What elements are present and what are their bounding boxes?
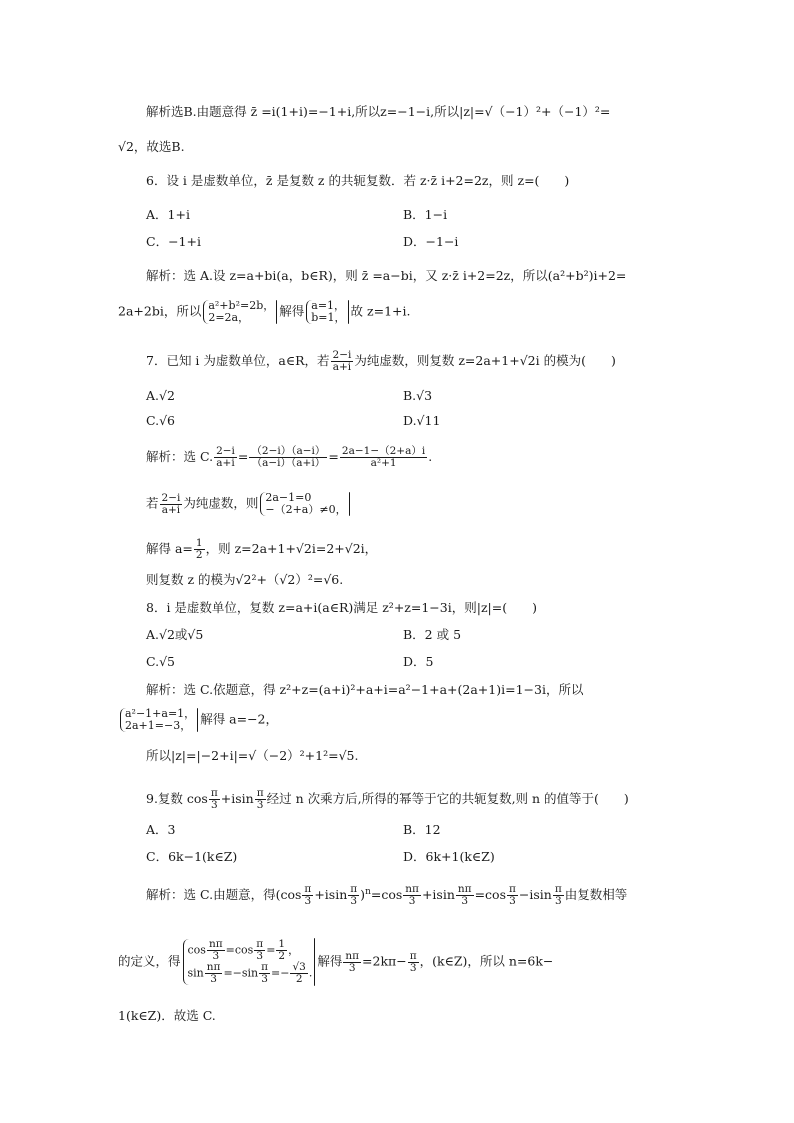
q7-res-fraction: [194, 538, 205, 561]
q9-equation-system: [183, 939, 313, 985]
q6-sys1-row-a: a²+b²=2b，: [208, 299, 275, 312]
q9-sys-b-frac-1: [205, 962, 223, 985]
q9-res-f1-den: 3: [348, 961, 356, 974]
q9-stem-post: 经过 n 次乘方后,所得的幂等于它的共轭复数,则 n 的值等于( ): [266, 791, 629, 806]
q9-solution-last: 1(k∈Z)．故选 C.: [118, 1008, 216, 1023]
q6-solution-mid: 解得: [279, 303, 305, 319]
q9-sol-frac-2: [348, 884, 359, 907]
q8-solution-post: 解得 a=−2，: [200, 711, 279, 727]
q9-pi-num-1: π: [210, 787, 218, 799]
q7-option-a: A.√2: [146, 388, 175, 403]
q9-half-den: 2: [278, 950, 286, 962]
q9-r3-den: 2: [295, 973, 303, 985]
q7-f1-den: a+i: [216, 457, 235, 469]
q9-sys-b-sin: sin: [187, 966, 204, 980]
q7-stem-frac-den: a+i: [332, 361, 352, 373]
q7-fraction-3: [340, 446, 427, 469]
q5-solution-line2: √2，故选B.: [118, 139, 185, 154]
q7-res-num: 1: [195, 537, 203, 549]
q6-sys1-row-b: 2=2a，: [208, 311, 250, 324]
q9-stem-mid: +isin: [220, 791, 254, 806]
q6-solution-pre: 2a+2bi，所以: [118, 303, 202, 319]
q6-sys2-close: [348, 300, 349, 324]
q7-fraction-2: [249, 446, 327, 469]
q9-pi-den-1: 3: [210, 799, 218, 811]
q9-res-frac-2: [408, 951, 419, 974]
q9-sys-a-half: [276, 939, 287, 962]
q7-stem-pre: 7．已知 i 为虚数单位，a∈R，若: [146, 353, 330, 368]
q7-f2-den: （a−i）（a+i）: [251, 457, 326, 469]
q7-option-d: D.√11: [403, 413, 441, 428]
q6-sys2-row-a: a=1，: [311, 299, 346, 312]
q9-sol-f1-den: 3: [304, 895, 312, 908]
q9-sys-a-end: =: [266, 943, 276, 957]
q9-sol-eq4: −isin: [518, 887, 552, 903]
q9-res-pre: 解得: [317, 953, 343, 969]
q9-sys-a-f1-num: nπ: [208, 938, 223, 950]
q6-option-a: A．1+i: [146, 207, 190, 222]
q7-cond-close: [349, 492, 350, 516]
q9-sys-row-b: sin $\frac{n\pi}{3}$ =−sin $\frac{\pi}{3}$ =− $\frac{√3}{2}$ .: [187, 961, 313, 985]
q7-stem: [146, 350, 616, 373]
q9-sol-f1-num: π: [304, 883, 312, 896]
q9-sol-frac-5: [507, 884, 518, 907]
q8-option-b: B．2 或 5: [403, 627, 462, 642]
q6-sys1-close: [276, 300, 277, 324]
q8-sys-close: [197, 708, 198, 732]
q7-stem-post: 为纯虚数，则复数 z=2a+1+√2i 的模为( ): [354, 353, 616, 368]
q8-solution-line1: 解析：选 C.依题意，得 z²+z=(a+i)²+a+i=a²−1+a+(2a+1)i=1−3i，所以: [146, 682, 584, 697]
q9-sol-f2-den: 3: [350, 895, 358, 908]
q7-cond-mid: 为纯虚数，则: [183, 495, 259, 511]
q8-stem: 8．i 是虚数单位，复数 z=a+i(a∈R)满足 z²+z=1−3i，则|z|=( ): [146, 600, 537, 615]
q7-res-post: ，则 z=2a+1+√2i=2+√2i，: [205, 541, 378, 556]
q9-sol-f2-num: π: [350, 883, 358, 896]
q9-sol-f3-num: nπ: [405, 883, 419, 896]
q9-sol-f6-num: π: [554, 883, 562, 896]
q9-sol-eq1: =cos: [370, 887, 403, 903]
q8-sys-row-b: 2a+1=−3，: [125, 719, 192, 732]
q9-sol-f4-den: 3: [461, 895, 469, 908]
q7-modulus: 则复数 z 的模为√2²+（√2）²=√6.: [146, 572, 344, 587]
q7-cond-row-b: −（2+a）≠0，: [265, 503, 347, 516]
q9-res-mid: =2kπ−: [362, 953, 407, 969]
q8-sys-row-a: a²−1+a=1，: [125, 707, 196, 720]
q9-res-frac-1: [343, 951, 361, 974]
q9-sol-tail: 由复数相等: [564, 887, 628, 903]
q9-sol-f4-num: nπ: [457, 883, 472, 896]
q9-sys-b-f1-num: nπ: [206, 961, 221, 973]
q7-stem-fraction: [331, 350, 354, 373]
q8-solution-line3: 所以|z|=|−2+i|=√（−2）²+1²=√5.: [146, 748, 359, 763]
q7-cond-fraction: [160, 493, 183, 516]
q8-option-d: D．5: [403, 654, 434, 669]
q9-option-c: C．6k−1(k∈Z): [146, 849, 238, 864]
q7-cond-system: [260, 492, 346, 516]
q9-stem: [146, 788, 629, 811]
q9-sys-a-f1-den: 3: [212, 950, 220, 962]
q6-solution-post: 故 z=1+i.: [350, 303, 411, 319]
q7-stem-frac-num: 2−i: [332, 349, 352, 361]
q9-sys-a-mid: =cos: [225, 943, 254, 957]
q6-sys2-row-b: b=1，: [311, 311, 346, 324]
q6-option-d: D．−1−i: [403, 234, 459, 249]
q9-sol-frac-4: [456, 884, 474, 907]
q9-sys-b-end: =−: [271, 966, 290, 980]
q9-sol-pre: 解析：选 C.由题意，得: [146, 887, 276, 903]
q9-sol-eq3: =cos: [474, 887, 506, 903]
q9-sys-b-sqrt3: [290, 962, 307, 985]
q7-option-c: C.√6: [146, 413, 176, 428]
q7-cond-row-a: 2a−1=0: [265, 491, 312, 504]
q7-cond-frac-num: 2−i: [161, 491, 181, 504]
q9-def-pre: 的定义，得: [118, 953, 181, 969]
q9-sol-frac-3: [403, 884, 421, 907]
q6-stem: 6．设 i 是虚数单位，z̄ 是复数 z 的共轭复数．若 z·z̄ i+2=2z，则 z=( ): [146, 173, 570, 188]
q8-solution-line2: [118, 708, 278, 732]
q9-res-f1-num: nπ: [345, 949, 360, 962]
q9-sys-close: [314, 938, 315, 986]
q9-sol-frac-6: [553, 884, 564, 907]
q9-sol-eq2: +isin: [421, 887, 455, 903]
q6-solution-line1: 解析：选 A.设 z=a+bi(a，b∈R)，则 z̄ =a−bi，又 z·z̄ i+2=2z，所以(a²+b²)i+2=: [146, 268, 627, 283]
q9-option-d: D．6k+1(k∈Z): [403, 849, 495, 864]
q7-f3-num: 2a−1−（2+a）i: [341, 445, 426, 457]
q9-sys-b-f1-den: 3: [210, 973, 217, 985]
q7-condition: [146, 492, 352, 516]
q6-equation-system-2: [306, 300, 345, 324]
q8-option-c: C.√5: [146, 654, 176, 669]
q9-sys-a-frac-2: [254, 939, 265, 962]
q9-res-f2-num: π: [409, 949, 417, 962]
q7-fraction-1: [214, 446, 237, 469]
q9-sol-f6-den: 3: [554, 895, 562, 908]
q7-cond-frac-den: a+i: [161, 503, 181, 516]
q9-sys-b-frac-2: [259, 962, 270, 985]
q8-equation-system: [120, 708, 195, 732]
q9-sys-a-f2-num: π: [256, 938, 264, 950]
q9-sys-b-f2-den: 3: [261, 973, 268, 985]
q9-sol-power: n: [365, 887, 371, 897]
q9-sol-f5-num: π: [508, 883, 516, 896]
q9-r3-num: √3: [292, 961, 306, 973]
q9-sys-a-cos: cos: [187, 943, 206, 957]
q9-option-b: B．12: [403, 822, 441, 837]
q7-option-b: B.√3: [403, 388, 433, 403]
q9-res-f2-den: 3: [409, 961, 417, 974]
q6-solution-line2: [118, 300, 410, 324]
q7-result: [146, 538, 377, 561]
q9-sol-isin: +isin: [314, 887, 348, 903]
q9-pi-den-2: 3: [256, 799, 264, 811]
q9-sys-a-f2-den: 3: [256, 950, 264, 962]
q9-sol-cos: cos: [280, 887, 302, 903]
q9-sys-b-mid: =−sin: [223, 966, 259, 980]
q6-equation-system-1: [203, 300, 274, 324]
q9-pi-num-2: π: [256, 787, 264, 799]
q7-solution-fractions: 解析：选 C. $\frac{2-i}{a+i}$ = $\frac{(2-i)(a-i)}{(a-i)(a+i)}$ = $\frac{2a-1-(2+a)i}{\text{a²+1}}$ .: [146, 445, 433, 469]
q7-res-pre: 解得 a=: [146, 541, 193, 556]
q9-stem-frac-1: [209, 788, 220, 811]
q9-solution-line2: [118, 938, 553, 986]
q9-stem-frac-2: [255, 788, 266, 811]
q9-sys-row-a: cos $\frac{n\pi}{3}$ =cos $\frac{\pi}{3}$ = $\frac{1}{2}$ ，: [187, 938, 300, 962]
q6-option-c: C．−1+i: [146, 234, 201, 249]
q9-sol-f5-den: 3: [509, 895, 516, 908]
q7-f1-num: 2−i: [216, 445, 235, 457]
q7-res-den: 2: [195, 549, 203, 561]
q8-option-a: A.√2或√5: [146, 627, 204, 642]
q9-option-a: A．3: [146, 822, 176, 837]
q9-solution-line1: 解析：选 C.由题意，得(cos $\frac{\pi}{3}$ +isin $\frac{\pi}{3}$ )$^n$=cos $\frac{n\pi}{3}$ +isin $\frac{n\pi}{3}$ =cos $\frac{\pi}{3}$ −isin $\frac{\pi}{3}$ 由复数相等: [146, 883, 628, 908]
q9-sol-frac-1: [302, 884, 313, 907]
q7-f3-den: a²+1: [370, 457, 397, 469]
q5-solution-line1: 解析选B.由题意得 z̄ =i(1+i)=−1+i,所以z=−1−i,所以|z|=√（−1）²+（−1）²=: [146, 104, 611, 119]
q9-sol-f3-den: 3: [408, 895, 416, 908]
q9-stem-pre: 9.复数 cos: [146, 791, 208, 806]
q9-res-post: ，(k∈Z)，所以 n=6k−: [419, 953, 554, 969]
q6-option-b: B．1−i: [403, 207, 448, 222]
q9-half-num: 1: [278, 938, 286, 950]
q7-f2-num: （2−i）（a−i）: [251, 445, 326, 457]
q9-sys-a-frac-1: [207, 939, 225, 962]
q7-cond-pre: 若: [146, 495, 159, 511]
q7-solution-pre: 解析：选 C.: [146, 449, 214, 464]
q9-sys-b-f2-num: π: [261, 961, 269, 973]
